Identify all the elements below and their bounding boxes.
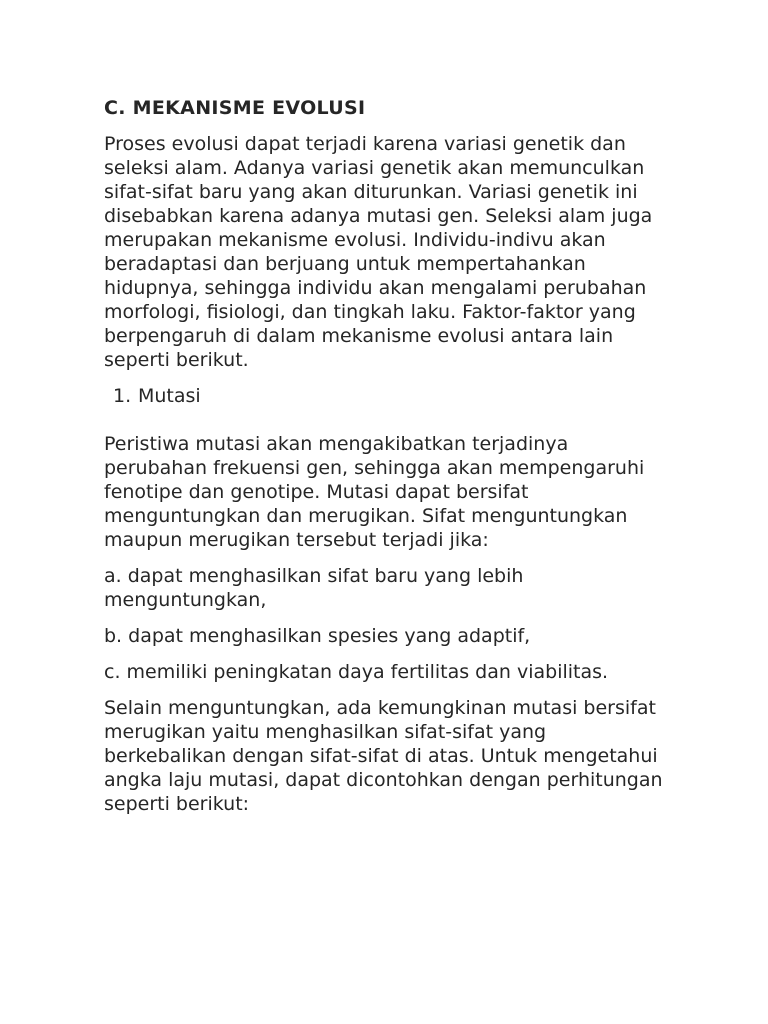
option-a: a. dapat menghasilkan sifat baru yang lebih menguntungkan, [104, 565, 524, 611]
mutasi-paragraph: Peristiwa mutasi akan mengakibatkan terjadinya perubahan frekuensi gen, sehingga akan mempengaruhi fenotipe dan genotipe. Mutasi dapat bersifat menguntungkan dan merugikan. Sifat menguntungkan maupun merugikan tersebut terjadi jika: [104, 433, 645, 551]
document-page [104, 96, 664, 828]
list-item-mutasi [104, 384, 664, 408]
intro-paragraph: Proses evolusi dapat terjadi karena variasi genetik dan seleksi alam. Adanya variasi genetik akan memunculkan sifat-sifat baru yang akan diturunkan. Variasi genetik ini disebabkan karena adanya mutasi gen. Seleksi alam juga merupakan mekanisme evolusi. Individu-indivu akan beradaptasi dan berjuang untuk mempertahankan hidupnya, sehingga individu akan mengalami perubahan morfologi, fisiologi, dan tingkah laku. Faktor-faktor yang berpengaruh di dalam mekanisme evolusi antara lain seperti berikut. [104, 133, 653, 371]
list-label: Mutasi [138, 385, 201, 407]
section-heading: C. MEKANISME EVOLUSI [104, 97, 366, 119]
option-b: b. dapat menghasilkan spesies yang adaptif, [104, 625, 531, 647]
option-c: c. memiliki peningkatan daya fertilitas dan viabilitas. [104, 661, 609, 683]
list-number: 1. [113, 385, 132, 407]
closing-paragraph: Selain menguntungkan, ada kemungkinan mutasi bersifat merugikan yaitu menghasilkan sifat-sifat yang berkebalikan dengan sifat-sifat di atas. Untuk mengetahui angka laju mutasi, dapat dicontohkan dengan perhitungan seperti berikut: [104, 697, 663, 815]
